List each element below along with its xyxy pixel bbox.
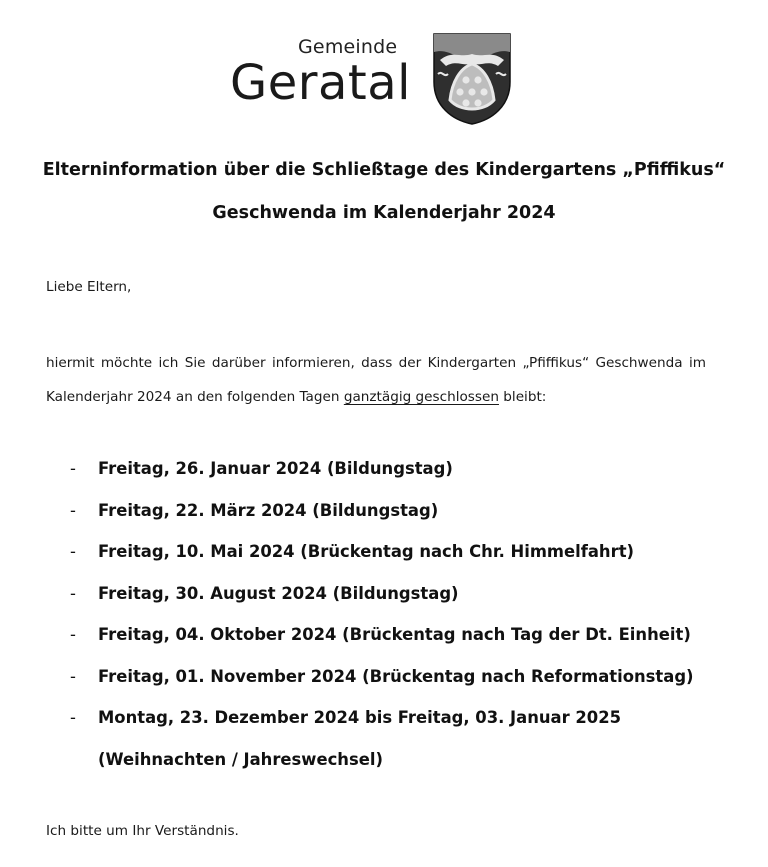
list-dash: - (70, 500, 76, 520)
list-item (70, 697, 720, 780)
municipality-logo (230, 30, 520, 130)
intro-text-underlined: ganztägig geschlossen (343, 389, 499, 405)
list-dash: - (70, 459, 76, 478)
closing-day-text: Freitag, 26. Januar 2024 (Bildungstag) (98, 459, 453, 478)
document-title-line2: Geschwenda im Kalenderjahr 2024 (212, 203, 556, 223)
list-dash: - (70, 666, 76, 686)
list-item (70, 656, 720, 698)
list-dash: - (70, 625, 76, 644)
document-title-line1: Elterninformation über die Schließtage des Kindergartens „Pfiffikus“ (42, 160, 726, 180)
closing-day-text: Freitag, 01. November 2024 (Brückentag nach Reformationstag) (98, 666, 694, 686)
list-item (70, 531, 720, 573)
list-item (70, 573, 720, 615)
list-dash: - (70, 542, 76, 561)
salutation: Liebe Eltern, (46, 279, 132, 295)
logo-subtitle: Gemeinde (298, 36, 398, 58)
list-item (70, 490, 720, 532)
closing-day-text: Freitag, 04. Oktober 2024 (Brückentag nach Tag der Dt. Einheit) (98, 625, 691, 644)
list-dash: - (70, 583, 76, 603)
closing-line: Ich bitte um Ihr Verständnis. (46, 823, 239, 839)
closing-day-text: Freitag, 10. Mai 2024 (Brückentag nach Chr. Himmelfahrt) (98, 542, 635, 561)
list-dash: - (70, 708, 76, 727)
intro-paragraph (46, 346, 706, 414)
closing-day-text: Freitag, 22. März 2024 (Bildungstag) (98, 500, 439, 520)
coat-of-arms-icon (430, 30, 514, 126)
closing-day-text: Montag, 23. Dezember 2024 bis Freitag, 03. Januar 2025 (Weihnachten / Jahreswechsel) (98, 708, 622, 769)
intro-text-start: hiermit möchte ich Sie darüber informieren, dass der Kindergarten „Pfiffikus“ Geschwenda im Kalenderjahr 2024 an den folgenden Tagen (46, 355, 706, 405)
closing-days-list (70, 448, 720, 780)
logo-title: Geratal (230, 55, 411, 111)
list-item (70, 448, 720, 490)
closing-day-text: Freitag, 30. August 2024 (Bildungstag) (98, 583, 459, 603)
list-item (70, 614, 720, 656)
intro-text-end: bleibt: (498, 389, 547, 405)
